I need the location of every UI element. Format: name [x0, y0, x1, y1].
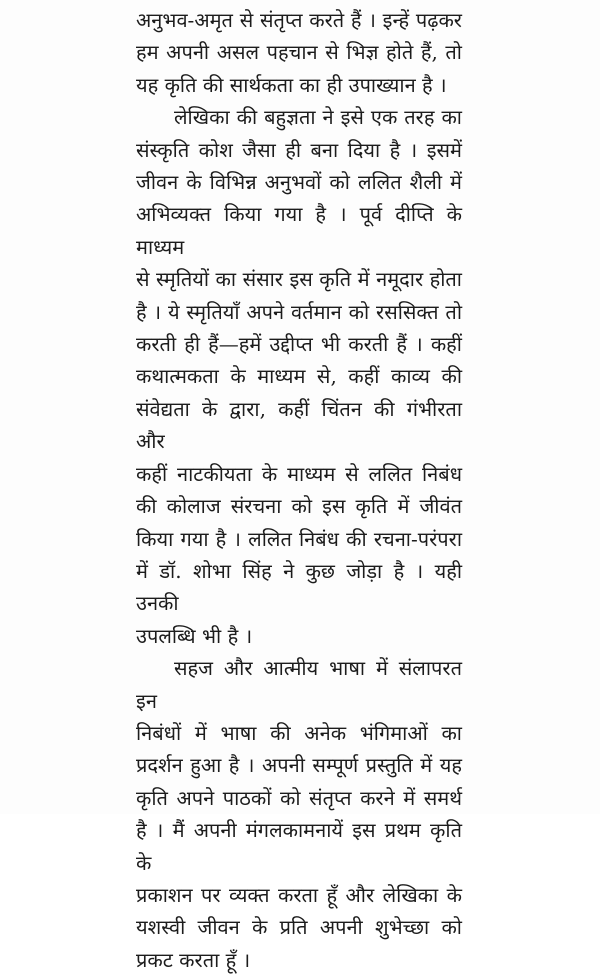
text-line: लेखिका की बहुज्ञता ने इसे एक तरह का: [174, 105, 462, 130]
text-line: निबंधों में भाषा की अनेक भंगिमाओं का: [136, 720, 462, 745]
text-line: यह कृति की सार्थकता का ही उपाख्यान है ।: [136, 72, 447, 97]
text-line: यशस्वी जीवन के प्रति अपनी शुभेच्छा को: [136, 915, 462, 940]
text-line: कृति अपने पाठकों को संतृप्त करने में समर्थ: [136, 785, 462, 810]
text-line: संवेद्यता के द्वारा, कहीं चिंतन की गंभीरता और: [136, 396, 462, 454]
text-line: किया गया है । ललित निबंध की रचना-परंपरा: [136, 526, 462, 551]
text-line: करती ही हैं—हमें उद्दीप्त भी करती हैं । कहीं: [136, 332, 462, 357]
text-line: सहज और आत्मीय भाषा में संलापरत इन: [136, 656, 462, 713]
text-line: है । ये स्मृतियाँ अपने वर्तमान को रससिक्त तो: [136, 299, 462, 324]
text-line: कथात्मकता के माध्यम से, कहीं काव्य की: [136, 364, 462, 389]
text-line: जीवन के विभिन्न अनुभवों को ललित शैली में: [136, 170, 462, 195]
text-line: उपलब्धि भी है ।: [136, 623, 253, 648]
paragraph: [136, 4, 462, 101]
text-line: में डॉ. शोभा सिंह ने कुछ जोड़ा है । यही उनकी: [136, 558, 462, 616]
text-line: है । मैं अपनी मंगलकामनायें इस प्रथम कृति के: [136, 818, 462, 875]
text-line: संस्कृति कोश जैसा ही बना दिया है । इसमें: [136, 137, 462, 162]
text-line: कहीं नाटकीयता के माध्यम से ललित निबंध: [136, 461, 462, 486]
text-line: अभिव्यक्त किया गया है । पूर्व दीप्ति के माध्यम: [136, 202, 462, 259]
text-line: की कोलाज संरचना को इस कृति में जीवंत: [136, 494, 462, 519]
text-line: प्रकट करता हूँ ।: [136, 947, 251, 972]
text-line: प्रकाशन पर व्यक्त करता हूँ और लेखिका के: [136, 882, 462, 907]
text-line: प्रदर्शन हुआ है । अपनी सम्पूर्ण प्रस्तुति में यह: [136, 753, 462, 778]
text-block: [136, 4, 462, 976]
paragraph: [136, 652, 462, 976]
text-line: हम अपनी असल पहचान से भिज्ञ होते हैं, तो: [136, 40, 462, 65]
text-line: से स्मृतियों का संसार इस कृति में नमूदार होता: [136, 267, 462, 292]
text-line: अनुभव-अमृत से संतृप्त करते हैं । इन्हें पढ़कर: [136, 8, 462, 32]
paragraph: [136, 101, 462, 652]
